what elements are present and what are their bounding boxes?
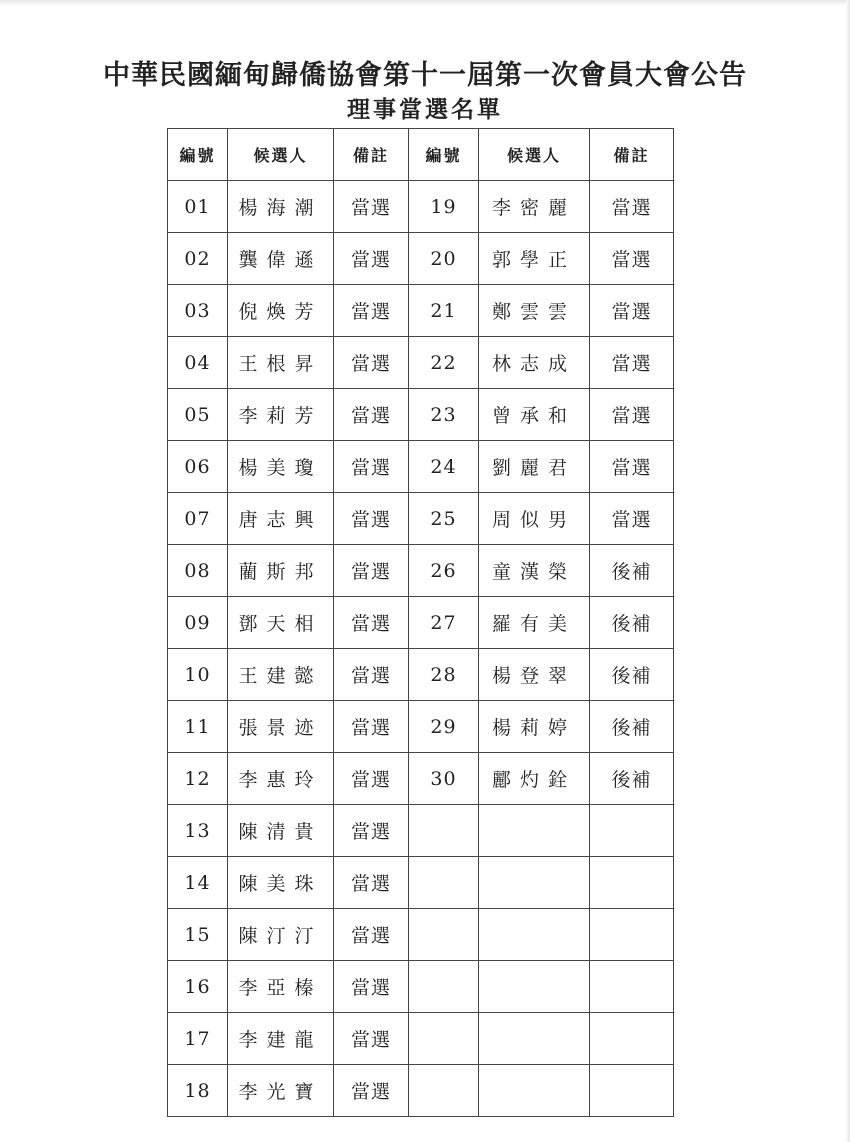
candidate-cell-right: 羅有美 (479, 597, 590, 649)
remark-cell-left: 當選 (334, 1013, 409, 1065)
candidates-table (167, 128, 674, 1117)
table-row (168, 961, 674, 1013)
candidate-cell-right: 酈灼銓 (479, 753, 590, 805)
candidate-cell-right: 曾承和 (479, 389, 590, 441)
number-cell-right (409, 805, 479, 857)
header-candidate-right: 候選人 (479, 129, 590, 181)
candidate-cell-right: 郭學正 (479, 233, 590, 285)
candidate-cell-left: 陳汀汀 (228, 909, 334, 961)
remark-cell-left: 當選 (334, 493, 409, 545)
number-cell-left: 03 (168, 285, 228, 337)
remark-cell-right: 後補 (590, 753, 674, 805)
candidate-cell-right: 李密麗 (479, 181, 590, 233)
candidate-cell-right (479, 857, 590, 909)
candidate-cell-left: 李光寶 (228, 1065, 334, 1117)
remark-cell-right: 當選 (590, 181, 674, 233)
candidate-cell-left: 李亞榛 (228, 961, 334, 1013)
number-cell-right (409, 961, 479, 1013)
header-remark-left: 備註 (334, 129, 409, 181)
remark-cell-right (590, 1013, 674, 1065)
number-cell-right (409, 857, 479, 909)
candidate-cell-left: 張景迹 (228, 701, 334, 753)
number-cell-right: 26 (409, 545, 479, 597)
remark-cell-left: 當選 (334, 181, 409, 233)
number-cell-left: 01 (168, 181, 228, 233)
candidate-cell-left: 王建懿 (228, 649, 334, 701)
remark-cell-right (590, 1065, 674, 1117)
number-cell-left: 18 (168, 1065, 228, 1117)
remark-cell-left: 當選 (334, 233, 409, 285)
table-body (168, 181, 674, 1117)
remark-cell-left: 當選 (334, 597, 409, 649)
number-cell-right: 19 (409, 181, 479, 233)
table-row (168, 1065, 674, 1117)
candidate-cell-right (479, 1065, 590, 1117)
number-cell-left: 07 (168, 493, 228, 545)
remark-cell-left: 當選 (334, 701, 409, 753)
remark-cell-left: 當選 (334, 805, 409, 857)
table-header-row (168, 129, 674, 181)
candidate-cell-left: 李建龍 (228, 1013, 334, 1065)
number-cell-right: 30 (409, 753, 479, 805)
table-row (168, 337, 674, 389)
remark-cell-left: 當選 (334, 441, 409, 493)
table-row (168, 701, 674, 753)
table-row (168, 753, 674, 805)
candidate-cell-right: 童漢榮 (479, 545, 590, 597)
number-cell-left: 05 (168, 389, 228, 441)
number-cell-left: 08 (168, 545, 228, 597)
number-cell-left: 13 (168, 805, 228, 857)
candidate-cell-left: 陳美珠 (228, 857, 334, 909)
remark-cell-right: 後補 (590, 597, 674, 649)
table-row (168, 597, 674, 649)
remark-cell-left: 當選 (334, 753, 409, 805)
candidate-cell-right: 林志成 (479, 337, 590, 389)
remark-cell-right (590, 909, 674, 961)
remark-cell-right: 後補 (590, 545, 674, 597)
number-cell-left: 14 (168, 857, 228, 909)
table-row (168, 493, 674, 545)
number-cell-left: 11 (168, 701, 228, 753)
table-row (168, 805, 674, 857)
number-cell-right: 21 (409, 285, 479, 337)
remark-cell-left: 當選 (334, 389, 409, 441)
remark-cell-left: 當選 (334, 337, 409, 389)
remark-cell-right: 當選 (590, 389, 674, 441)
candidate-cell-right (479, 909, 590, 961)
remark-cell-left: 當選 (334, 285, 409, 337)
candidate-cell-right: 劉麗君 (479, 441, 590, 493)
remark-cell-right (590, 961, 674, 1013)
number-cell-left: 04 (168, 337, 228, 389)
table-row (168, 1013, 674, 1065)
header-remark-right: 備註 (590, 129, 674, 181)
number-cell-right (409, 1065, 479, 1117)
remark-cell-left: 當選 (334, 909, 409, 961)
number-cell-right: 28 (409, 649, 479, 701)
document-title: 中華民國緬甸歸僑協會第十一屆第一次會員大會公告 (103, 60, 747, 91)
number-cell-right: 24 (409, 441, 479, 493)
remark-cell-right: 後補 (590, 701, 674, 753)
remark-cell-right: 當選 (590, 233, 674, 285)
candidate-cell-left: 唐志興 (228, 493, 334, 545)
number-cell-left: 15 (168, 909, 228, 961)
number-cell-left: 12 (168, 753, 228, 805)
candidate-cell-right: 楊登翠 (479, 649, 590, 701)
table-row (168, 389, 674, 441)
remark-cell-right: 當選 (590, 441, 674, 493)
number-cell-right: 20 (409, 233, 479, 285)
number-cell-right (409, 909, 479, 961)
table-row (168, 545, 674, 597)
table-row (168, 285, 674, 337)
number-cell-left: 16 (168, 961, 228, 1013)
remark-cell-right: 當選 (590, 337, 674, 389)
candidate-cell-right (479, 1013, 590, 1065)
candidate-cell-right: 周似男 (479, 493, 590, 545)
table-row (168, 909, 674, 961)
remark-cell-right: 當選 (590, 493, 674, 545)
page-edge-shadow-right (846, 0, 850, 1142)
remark-cell-left: 當選 (334, 545, 409, 597)
table-row (168, 441, 674, 493)
candidate-cell-left: 李莉芳 (228, 389, 334, 441)
candidate-cell-left: 李惠玲 (228, 753, 334, 805)
remark-cell-left: 當選 (334, 649, 409, 701)
number-cell-left: 10 (168, 649, 228, 701)
candidate-cell-left: 楊海潮 (228, 181, 334, 233)
candidate-cell-left: 倪煥芳 (228, 285, 334, 337)
number-cell-left: 06 (168, 441, 228, 493)
header-candidate-left: 候選人 (228, 129, 334, 181)
header-number-right: 編號 (409, 129, 479, 181)
candidate-cell-left: 鄧天相 (228, 597, 334, 649)
table-row (168, 233, 674, 285)
candidate-cell-left: 龔偉遜 (228, 233, 334, 285)
remark-cell-right (590, 805, 674, 857)
remark-cell-left: 當選 (334, 1065, 409, 1117)
number-cell-right: 27 (409, 597, 479, 649)
candidate-cell-right (479, 805, 590, 857)
remark-cell-right: 後補 (590, 649, 674, 701)
candidate-cell-right (479, 961, 590, 1013)
candidate-cell-left: 王根昇 (228, 337, 334, 389)
table-row (168, 649, 674, 701)
remark-cell-left: 當選 (334, 857, 409, 909)
number-cell-right: 22 (409, 337, 479, 389)
candidate-cell-right: 鄭雲雲 (479, 285, 590, 337)
number-cell-right (409, 1013, 479, 1065)
document-subtitle: 理事當選名單 (347, 96, 503, 123)
table-row (168, 857, 674, 909)
page-edge-shadow (0, 0, 850, 6)
number-cell-right: 23 (409, 389, 479, 441)
number-cell-right: 25 (409, 493, 479, 545)
remark-cell-right (590, 857, 674, 909)
remark-cell-left: 當選 (334, 961, 409, 1013)
remark-cell-right: 當選 (590, 285, 674, 337)
candidate-cell-left: 藺斯邦 (228, 545, 334, 597)
number-cell-left: 17 (168, 1013, 228, 1065)
number-cell-right: 29 (409, 701, 479, 753)
number-cell-left: 02 (168, 233, 228, 285)
number-cell-left: 09 (168, 597, 228, 649)
candidate-cell-right: 楊莉婷 (479, 701, 590, 753)
table-row (168, 181, 674, 233)
candidate-cell-left: 楊美瓊 (228, 441, 334, 493)
candidate-cell-left: 陳清貴 (228, 805, 334, 857)
header-number-left: 編號 (168, 129, 228, 181)
